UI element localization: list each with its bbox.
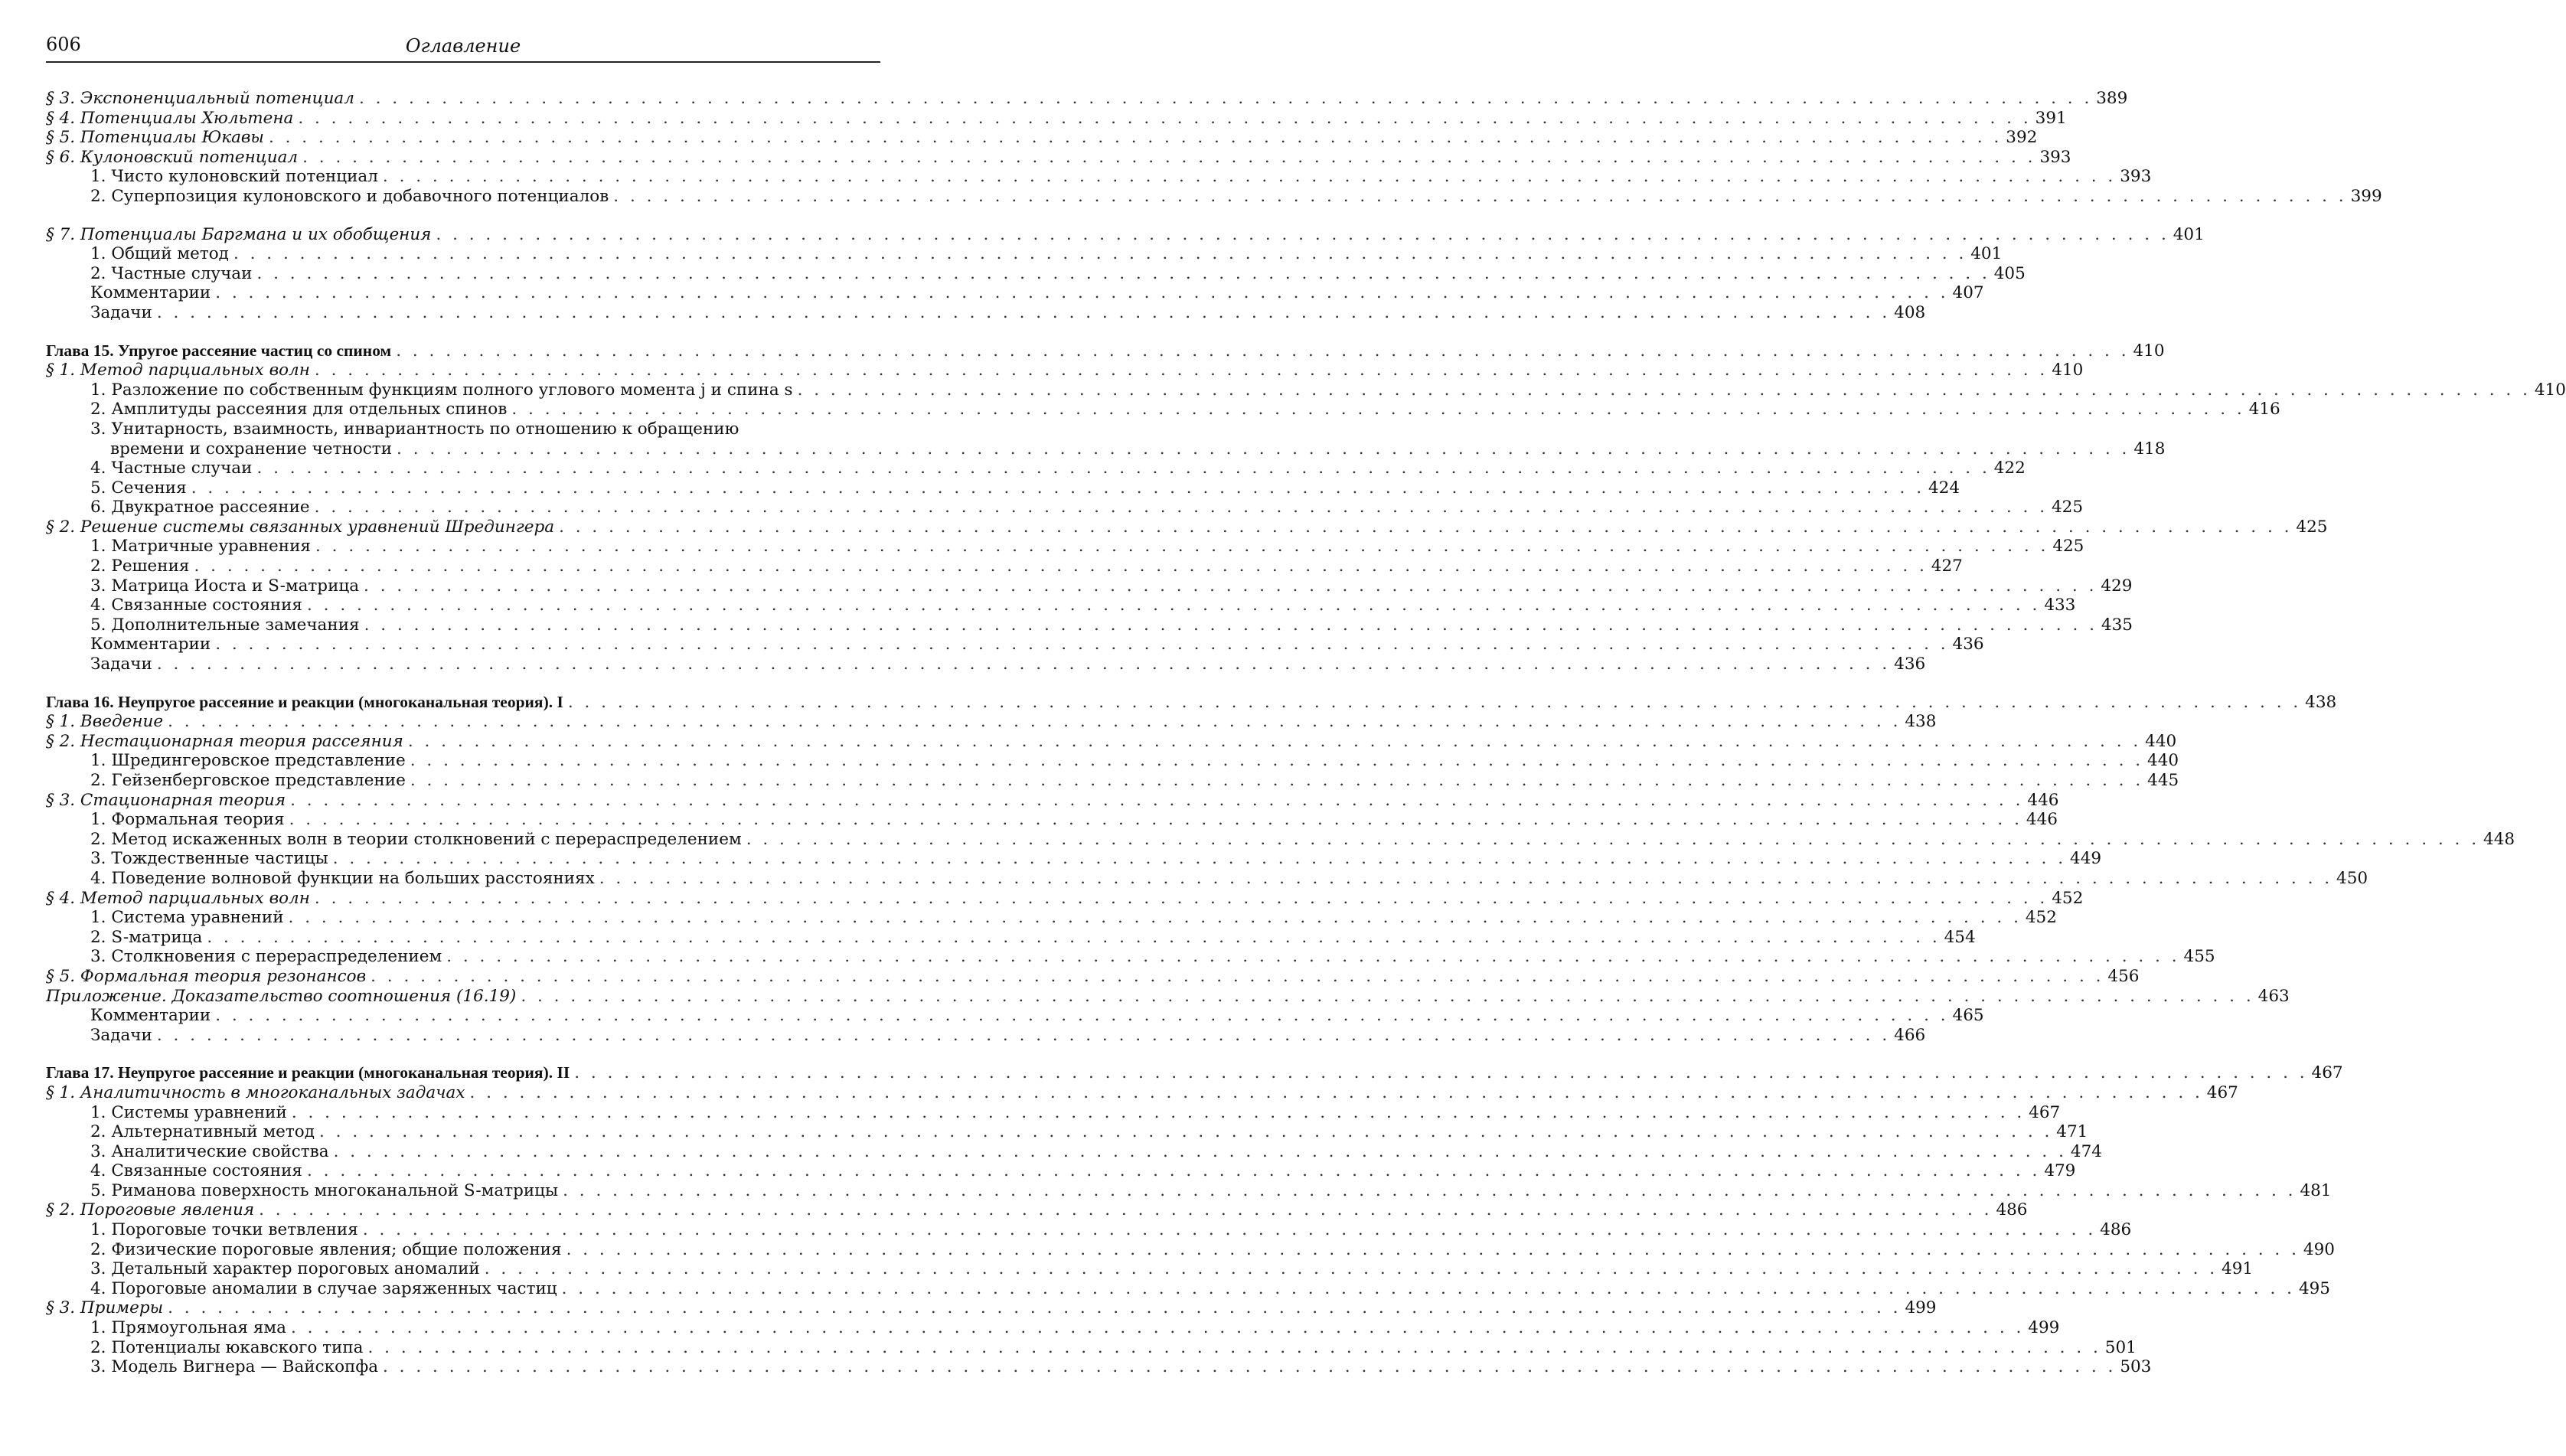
toc-entry-title: 2. Альтернативный метод <box>90 1122 315 1142</box>
dot-leader <box>289 908 2019 928</box>
dot-leader <box>256 459 1987 478</box>
dot-leader <box>511 400 2241 419</box>
toc-entry-page: 452 <box>2052 888 2084 908</box>
running-header <box>46 31 880 63</box>
toc-entry-page: 467 <box>2311 1063 2343 1083</box>
toc-entry[interactable] <box>46 263 2026 284</box>
dot-leader <box>568 693 2298 713</box>
dot-leader <box>298 109 2028 129</box>
toc-entry[interactable] <box>46 89 2128 109</box>
toc-entry[interactable] <box>46 927 1976 948</box>
toc-entry-page: 479 <box>2044 1161 2076 1181</box>
dot-leader <box>559 517 2289 537</box>
toc-entry-title: 3. Столкновения с перераспределением <box>90 947 442 967</box>
dot-leader <box>563 1181 2293 1201</box>
dot-leader <box>333 849 2063 869</box>
toc-entry[interactable] <box>46 557 1963 576</box>
toc-entry-title: времени и сохранение четности <box>110 439 393 459</box>
toc-entry-page: 389 <box>2096 89 2128 108</box>
toc-entry-title: 3. Унитарность, взаимность, инвариантность по отношению к обращению <box>90 419 739 439</box>
toc-entry-title: 4. Пороговые аномалии в случае заряженных частиц <box>90 1278 557 1298</box>
toc-entry[interactable] <box>46 947 2215 967</box>
dot-leader <box>485 1259 2215 1279</box>
dot-leader <box>259 1200 1989 1220</box>
toc-entry[interactable] <box>46 167 2152 187</box>
toc-entry-page: 410 <box>2052 361 2084 380</box>
toc-entry-page: 445 <box>2147 771 2179 790</box>
dot-leader <box>215 1006 1945 1026</box>
toc-entry-title: 2. Суперпозиция кулоновского и добавочного потенциалов <box>90 186 609 206</box>
toc-entry-page: 425 <box>2052 537 2084 557</box>
toc-entry-title: § 2. Решение системы связанных уравнений Шредингера <box>46 517 555 537</box>
toc-entry-page: 499 <box>1905 1298 1937 1318</box>
dot-leader <box>383 167 2113 187</box>
dot-leader <box>798 380 2528 400</box>
table-of-contents <box>46 89 2566 1377</box>
toc-entry-title: 4. Частные случаи <box>90 459 253 478</box>
toc-entry-page: 410 <box>2133 341 2165 361</box>
dot-leader <box>315 537 2045 557</box>
toc-entry-page: 467 <box>2206 1082 2238 1102</box>
toc-entry-page: 495 <box>2298 1278 2330 1298</box>
dot-leader <box>291 1318 2021 1338</box>
toc-entry[interactable] <box>46 1141 2102 1162</box>
toc-entry-page: 449 <box>2070 849 2102 869</box>
toc-entry-title: 2. Метод искаженных волн в теории столкновений с перераспределением <box>90 829 742 849</box>
page-number: 606 <box>46 34 81 55</box>
dot-leader <box>613 187 2343 207</box>
toc-entry-page: 407 <box>1952 283 1984 303</box>
dot-leader <box>410 751 2140 771</box>
toc-entry-page: 424 <box>1928 478 1960 498</box>
dot-leader <box>215 283 1945 303</box>
toc-entry[interactable] <box>46 1298 1937 1318</box>
toc-entry-title: § 2. Пороговые явления <box>46 1200 255 1220</box>
toc-entry-page: 436 <box>1894 655 1926 674</box>
toc-entry-page: 410 <box>2534 380 2566 400</box>
toc-entry[interactable] <box>46 986 2290 1007</box>
toc-entry-page: 463 <box>2257 986 2290 1006</box>
dot-leader <box>359 89 2089 109</box>
dot-leader <box>168 1298 1898 1318</box>
toc-entry[interactable] <box>46 244 2003 264</box>
dot-leader <box>157 655 1887 674</box>
toc-spacer <box>46 323 880 341</box>
toc-entry-page: 392 <box>2006 128 2038 148</box>
toc-entry-page: 486 <box>2100 1220 2132 1240</box>
dot-leader <box>290 791 2020 811</box>
toc-entry[interactable] <box>46 224 2205 245</box>
dot-leader <box>371 967 2101 987</box>
dot-leader <box>397 439 2127 459</box>
toc-entry[interactable] <box>46 712 1937 732</box>
toc-entry[interactable] <box>46 1337 2137 1358</box>
dot-leader <box>469 1083 2199 1103</box>
toc-entry[interactable] <box>46 380 2566 400</box>
toc-entry-title: § 4. Потенциалы Хюльтена <box>46 108 294 128</box>
toc-entry-page: 454 <box>1944 927 1976 947</box>
dot-leader <box>269 128 1999 148</box>
toc-entry[interactable] <box>46 576 2133 596</box>
dot-leader <box>315 361 2045 380</box>
toc-entry[interactable] <box>46 868 2368 889</box>
toc-entry[interactable] <box>46 400 2280 419</box>
toc-entry-title: § 7. Потенциалы Баргмана и их обобщения <box>46 224 432 244</box>
dot-leader <box>315 889 2045 909</box>
toc-entry-page: 465 <box>1952 1006 1984 1026</box>
toc-entry-title: § 6. Кулоновский потенциал <box>46 147 299 167</box>
toc-entry-page: 452 <box>2025 908 2057 928</box>
dot-leader <box>521 987 2251 1007</box>
toc-entry-title: 5. Сечения <box>90 478 187 498</box>
toc-entry-title: 2. Гейзенберговское представление <box>90 771 406 790</box>
toc-entry-title: § 4. Метод парциальных волн <box>46 888 310 908</box>
toc-entry[interactable] <box>46 849 2102 869</box>
toc-entry-title: 3. Модель Вигнера — Вайскопфа <box>90 1357 379 1377</box>
toc-entry-title: 3. Аналитические свойства <box>90 1141 329 1161</box>
toc-entry-page: 467 <box>2029 1102 2061 1122</box>
toc-entry[interactable] <box>46 810 2058 830</box>
dot-leader <box>168 712 1898 732</box>
dot-leader <box>207 928 1937 948</box>
toc-entry-title: Комментарии <box>90 283 211 303</box>
toc-entry-page: 440 <box>2145 731 2177 751</box>
toc-entry-page: 503 <box>2120 1357 2152 1377</box>
dot-leader <box>446 947 2176 967</box>
dot-leader <box>319 1122 2049 1142</box>
toc-entry-page: 401 <box>1970 244 2003 264</box>
toc-entry[interactable] <box>46 1278 2330 1299</box>
toc-entry-page: 427 <box>1931 557 1963 576</box>
toc-entry[interactable] <box>46 1357 2152 1377</box>
dot-leader <box>367 1338 2098 1358</box>
toc-entry-page: 401 <box>2173 224 2205 244</box>
toc-entry[interactable] <box>46 439 2166 459</box>
toc-entry-page: 499 <box>2028 1318 2060 1338</box>
toc-entry[interactable] <box>46 596 2076 615</box>
toc-entry-title: 2. Физические пороговые явления; общие положения <box>90 1239 562 1259</box>
toc-entry-page: 501 <box>2104 1337 2137 1357</box>
toc-entry-title: Задачи <box>90 655 152 674</box>
dot-leader <box>436 225 2166 245</box>
toc-entry-title: 3. Матрица Иоста и S-матрица <box>90 576 360 596</box>
toc-spacer <box>46 674 880 693</box>
toc-entry[interactable] <box>46 1006 1984 1026</box>
toc-entry-title: Приложение. Доказательство соотношения (16.19) <box>46 986 517 1006</box>
toc-entry-page: 446 <box>2026 810 2058 830</box>
dot-leader <box>315 498 2045 517</box>
toc-entry-page: 408 <box>1894 302 1926 322</box>
toc-entry[interactable] <box>46 302 1926 323</box>
toc-entry-page: 450 <box>2336 868 2368 888</box>
toc-entry-page: 435 <box>2101 615 2133 635</box>
toc-entry-title: 5. Риманова поверхность многоканальной S-матрицы <box>90 1180 559 1200</box>
toc-entry-title: 3. Тождественные частицы <box>90 849 328 869</box>
toc-chapter-entry[interactable] <box>46 692 2337 713</box>
dot-leader <box>562 1279 2292 1299</box>
dot-leader <box>157 303 1887 323</box>
toc-entry-title: Глава 15. Упругое рассеяние частиц со спином <box>46 341 392 360</box>
dot-leader <box>566 1240 2297 1260</box>
toc-entry[interactable] <box>46 1318 2060 1338</box>
toc-entry[interactable] <box>46 1180 2332 1201</box>
dot-leader <box>233 244 1964 264</box>
toc-entry-page: 446 <box>2027 790 2059 810</box>
toc-entry[interactable] <box>46 1239 2335 1260</box>
toc-entry[interactable] <box>46 1082 2238 1103</box>
toc-entry-title: § 5. Формальная теория резонансов <box>46 966 367 986</box>
toc-entry-page: 416 <box>2248 400 2280 419</box>
toc-entry-title: 1. Матричные уравнения <box>90 537 311 557</box>
toc-entry[interactable] <box>46 419 880 439</box>
toc-entry-title: § 5. Потенциалы Юкавы <box>46 128 264 148</box>
toc-entry-title: § 2. Нестационарная теория рассеяния <box>46 731 403 751</box>
toc-entry[interactable] <box>46 771 2179 791</box>
toc-entry[interactable] <box>46 147 2071 168</box>
toc-entry-title: 2. Решения <box>90 557 190 576</box>
toc-entry-page: 405 <box>1993 263 2026 283</box>
toc-entry[interactable] <box>46 790 2059 811</box>
toc-entry[interactable] <box>46 1102 2061 1123</box>
toc-entry-title: 6. Двукратное рассеяние <box>90 498 310 517</box>
toc-entry-title: 1. Пороговые точки ветвления <box>90 1220 358 1240</box>
toc-entry[interactable] <box>46 751 2179 771</box>
toc-entry[interactable] <box>46 1200 2028 1220</box>
dot-leader <box>396 341 2126 361</box>
toc-entry-title: Глава 17. Неупругое рассеяние и реакции (многоканальная теория). II <box>46 1063 570 1082</box>
toc-entry[interactable] <box>46 966 2140 987</box>
toc-entry-title: Задачи <box>90 1025 152 1045</box>
toc-entry-page: 393 <box>2039 147 2071 167</box>
toc-entry-page: 391 <box>2035 108 2067 128</box>
toc-entry[interactable] <box>46 128 2038 148</box>
toc-entry-page: 438 <box>1905 712 1937 732</box>
toc-entry[interactable] <box>46 283 1984 303</box>
toc-entry-page: 486 <box>1996 1200 2028 1220</box>
dot-leader <box>599 869 2329 889</box>
toc-entry[interactable] <box>46 615 2133 635</box>
toc-entry[interactable] <box>46 1161 2076 1181</box>
toc-entry-page: 433 <box>2044 596 2076 615</box>
dot-leader <box>307 1161 2037 1181</box>
toc-entry[interactable] <box>46 731 2177 752</box>
dot-leader <box>191 478 1921 498</box>
toc-entry[interactable] <box>46 108 2067 129</box>
toc-entry-page: 418 <box>2133 439 2166 459</box>
toc-entry-page: 393 <box>2120 167 2152 187</box>
toc-entry-page: 438 <box>2305 692 2337 712</box>
toc-entry[interactable] <box>46 186 2382 207</box>
toc-entry-title: 4. Связанные состояния <box>90 1161 302 1181</box>
toc-entry-title: Задачи <box>90 302 152 322</box>
toc-entry-page: 422 <box>1993 459 2026 478</box>
dot-leader <box>408 732 2138 752</box>
toc-entry[interactable] <box>46 1220 2132 1240</box>
dot-leader <box>215 635 1945 655</box>
toc-entry-title: 1. Чисто кулоновский потенциал <box>90 167 378 187</box>
toc-entry-page: 481 <box>2300 1180 2332 1200</box>
toc-entry-title: § 1. Введение <box>46 712 164 732</box>
toc-entry-page: 490 <box>2303 1239 2335 1259</box>
toc-entry[interactable] <box>46 1259 2254 1279</box>
dot-leader <box>410 771 2140 791</box>
toc-entry-title: § 1. Аналитичность в многоканальных задачах <box>46 1082 465 1102</box>
toc-entry[interactable] <box>46 888 2084 909</box>
toc-entry[interactable] <box>46 1025 1926 1046</box>
toc-entry-page: 399 <box>2350 186 2382 206</box>
dot-leader <box>363 1220 2093 1240</box>
toc-entry[interactable] <box>46 1122 2088 1142</box>
toc-entry-title: 1. Разложение по собственным функциям полного углового момента j и спина s <box>90 380 793 400</box>
toc-entry-title: Глава 16. Неупругое рассеяние и реакции (многоканальная теория). I <box>46 692 563 711</box>
toc-entry-title: 4. Связанные состояния <box>90 596 302 615</box>
toc-entry-page: 425 <box>2051 498 2084 517</box>
toc-spacer <box>46 1045 880 1063</box>
toc-entry-title: 2. Потенциалы юкавского типа <box>90 1337 364 1357</box>
toc-entry[interactable] <box>46 459 2026 478</box>
toc-entry[interactable] <box>46 517 2328 537</box>
toc-entry-title: 1. Система уравнений <box>90 908 284 928</box>
toc-entry-page: 425 <box>2296 517 2328 537</box>
dot-leader <box>256 264 1987 284</box>
toc-entry[interactable] <box>46 908 2057 928</box>
toc-spacer <box>46 207 880 225</box>
toc-entry-title: § 3. Примеры <box>46 1298 164 1318</box>
toc-chapter-entry[interactable] <box>46 1063 2343 1083</box>
dot-leader <box>289 810 2019 830</box>
dot-leader <box>292 1103 2022 1123</box>
dot-leader <box>574 1063 2304 1083</box>
toc-entry[interactable] <box>46 635 1984 655</box>
running-title: Оглавление <box>405 35 521 57</box>
toc-entry-title: 1. Формальная теория <box>90 810 285 830</box>
dot-leader <box>307 596 2037 615</box>
toc-entry-page: 466 <box>1894 1025 1926 1045</box>
toc-entry-page: 429 <box>2101 576 2133 596</box>
toc-entry-page: 474 <box>2070 1141 2102 1161</box>
toc-entry[interactable] <box>46 498 2084 517</box>
dot-leader <box>383 1357 2113 1377</box>
toc-entry[interactable] <box>46 537 2084 557</box>
toc-entry-title: 3. Детальный характер пороговых аномалий <box>90 1259 480 1279</box>
toc-chapter-entry[interactable] <box>46 341 2165 361</box>
toc-entry-title: § 3. Экспоненциальный потенциал <box>46 89 354 108</box>
page <box>46 31 2566 1377</box>
toc-entry-title: 2. Частные случаи <box>90 263 253 283</box>
toc-entry-page: 456 <box>2107 966 2140 986</box>
toc-entry-title: 2. S-матрица <box>90 927 203 947</box>
toc-entry-title: 2. Амплитуды рассеяния для отдельных спинов <box>90 400 508 419</box>
dot-leader <box>194 557 1924 576</box>
toc-entry[interactable] <box>46 655 1926 674</box>
toc-entry-page: 440 <box>2147 751 2179 771</box>
toc-entry-page: 436 <box>1952 635 1984 655</box>
toc-entry[interactable] <box>46 829 2515 850</box>
toc-entry-title: § 1. Метод парциальных волн <box>46 361 310 380</box>
toc-entry-title: Комментарии <box>90 1006 211 1026</box>
toc-entry-title: 1. Общий метод <box>90 244 229 264</box>
toc-entry-title: Комментарии <box>90 635 211 655</box>
toc-entry-title: 1. Системы уравнений <box>90 1102 287 1122</box>
dot-leader <box>334 1142 2064 1162</box>
toc-entry-page: 455 <box>2183 947 2215 967</box>
toc-entry-title: 5. Дополнительные замечания <box>90 615 360 635</box>
toc-entry-page: 491 <box>2222 1259 2254 1279</box>
toc-entry-title: 1. Прямоугольная яма <box>90 1318 286 1338</box>
toc-entry-title: 1. Шредингеровское представление <box>90 751 406 771</box>
toc-entry-title: 4. Поведение волновой функции на больших расстояниях <box>90 868 595 888</box>
dot-leader <box>746 830 2476 850</box>
toc-entry[interactable] <box>46 361 2084 380</box>
toc-entry[interactable] <box>46 478 1960 498</box>
dot-leader <box>157 1026 1887 1046</box>
toc-entry-title: § 3. Стационарная теория <box>46 790 286 810</box>
dot-leader <box>364 576 2094 596</box>
dot-leader <box>302 148 2032 168</box>
toc-entry-page: 471 <box>2056 1122 2088 1142</box>
toc-entry-page: 448 <box>2483 829 2515 849</box>
dot-leader <box>364 615 2094 635</box>
